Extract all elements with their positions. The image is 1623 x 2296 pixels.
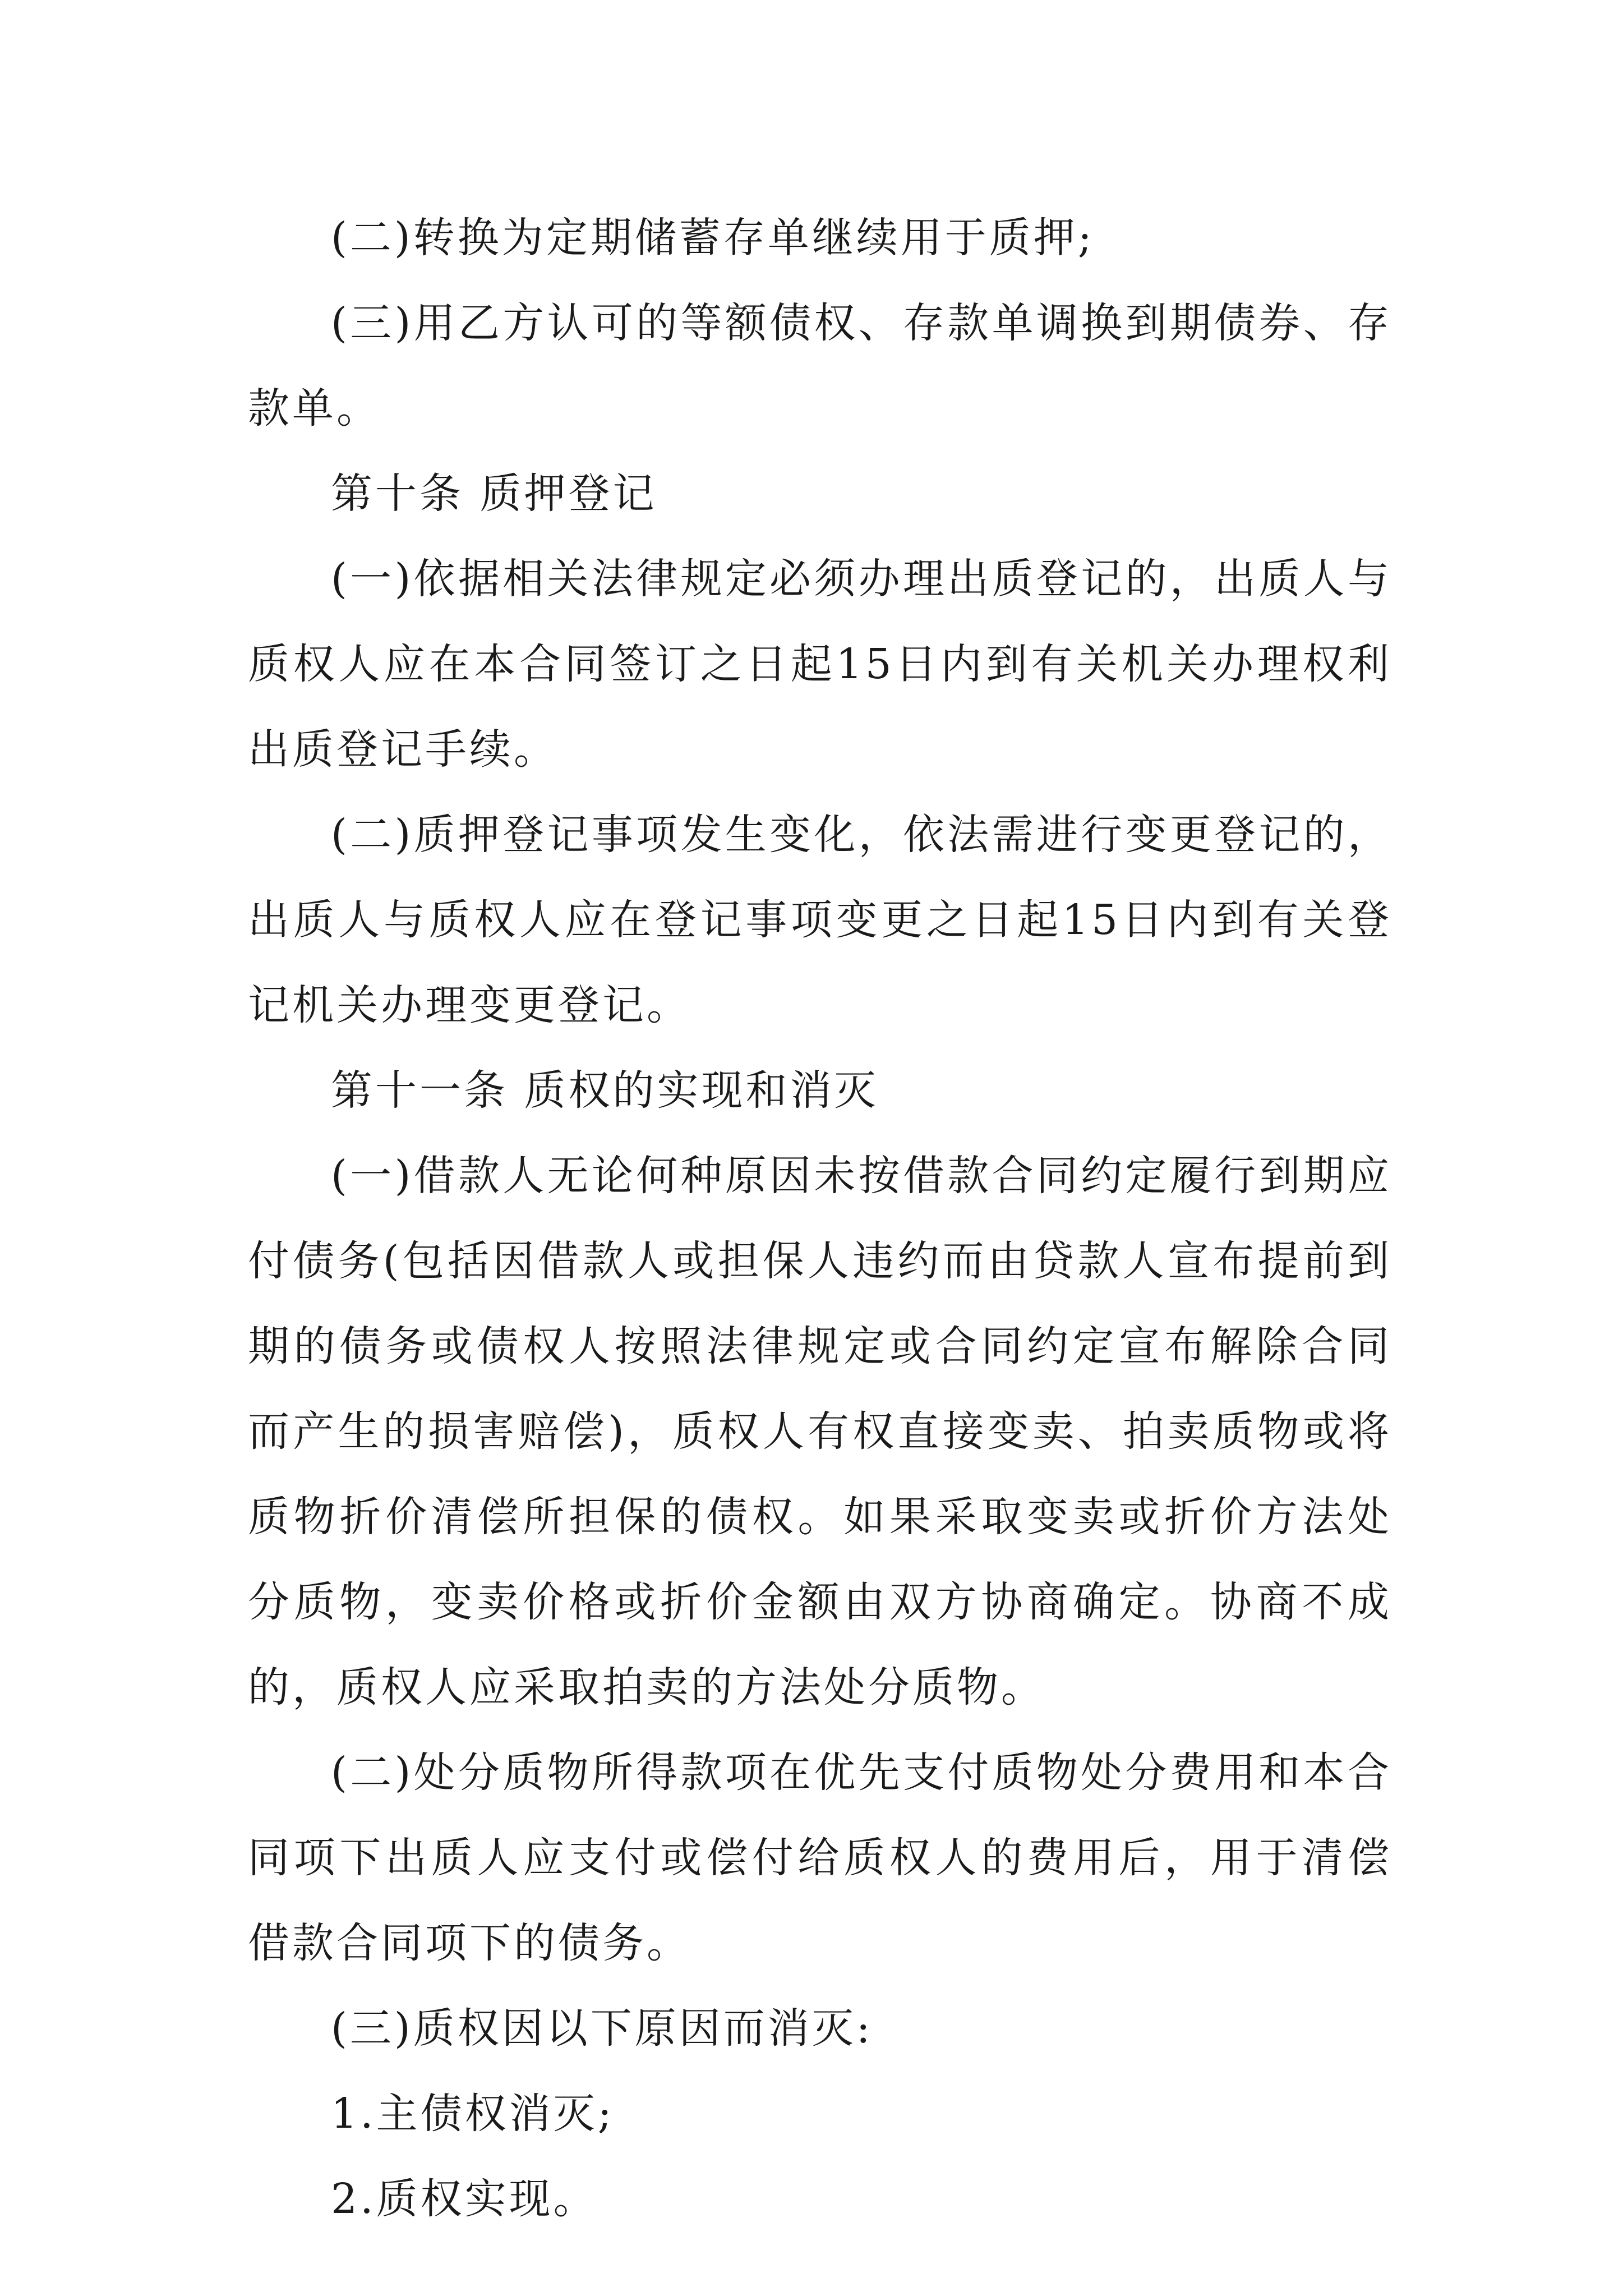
article-heading: 第十条 质押登记 bbox=[331, 470, 657, 518]
clause-paragraph: (三)质权因以下原因而消灭: bbox=[331, 2004, 873, 2053]
clause-paragraph: (二)质押登记事项发生变化，依法需进行变更登记的，出质人与质权人应在登记事项变更之日起15日内到有关登记机关办理变更登记。 bbox=[248, 811, 1392, 1029]
clause-paragraph: (二)处分质物所得款项在优先支付质物处分费用和本合同项下出质人应支付或偿付给质权人的费用后，用于清偿借款合同项下的债务。 bbox=[248, 1749, 1392, 1967]
clause-paragraph: (二)转换为定期储蓄存单继续用于质押; bbox=[331, 214, 1095, 262]
clause-paragraph: (三)用乙方认可的等额债权、存款单调换到期债券、存款单。 bbox=[248, 299, 1392, 432]
list-item: 2.质权实现。 bbox=[331, 2175, 598, 2223]
clause-paragraph: (一)借款人无论何种原因未按借款合同约定履行到期应付债务(包括因借款人或担保人违约而由贷款人宣布提前到期的债务或债权人按照法律规定或合同约定宣布解除合同而产生的损害赔偿)，质权人有权直接变卖、拍卖质物或将质物折价清偿所担保的债权。如果采取变卖或折价方法处分质物，变卖价格或折价金额由双方协商确定。协商不成的，质权人应采取拍卖的方法处分质物。 bbox=[248, 1152, 1392, 1711]
article-heading: 第十一条 质权的实现和消灭 bbox=[331, 1066, 879, 1115]
document-body bbox=[248, 195, 1392, 2242]
list-item: 1.主债权消灭; bbox=[331, 2090, 615, 2138]
clause-paragraph: (一)依据相关法律规定必须办理出质登记的，出质人与质权人应在本合同签订之日起15日内到有关机关办理权利出质登记手续。 bbox=[248, 555, 1392, 774]
